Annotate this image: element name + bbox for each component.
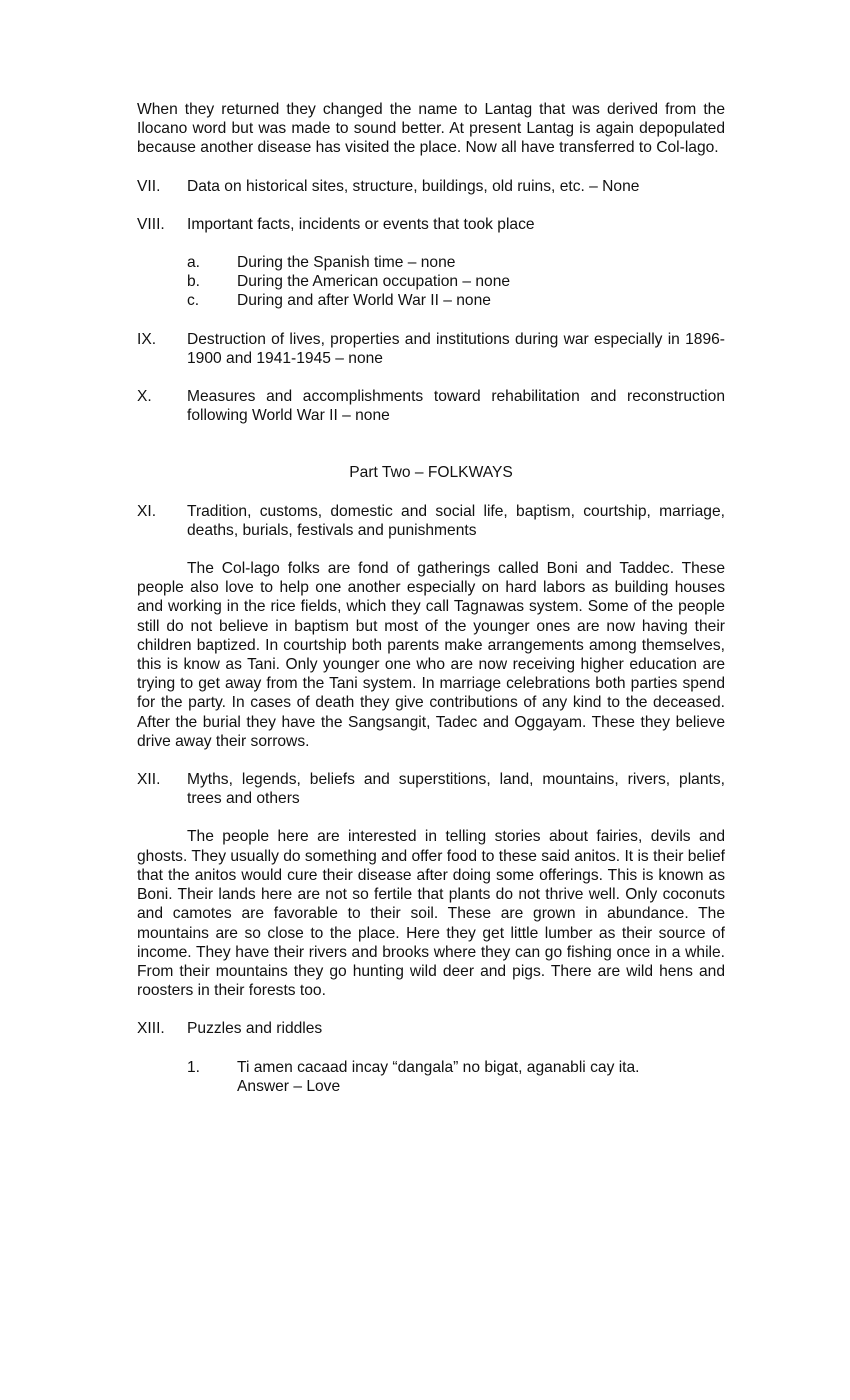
section-number: IX.	[137, 330, 157, 348]
list-item-marker: b.	[187, 273, 201, 291]
list-item-marker: a.	[187, 254, 201, 272]
list-item	[187, 291, 725, 310]
section-xi	[137, 502, 725, 540]
section-number: VIII.	[137, 215, 165, 233]
section-text: Important facts, incidents or events that took place	[187, 215, 535, 233]
section-text: Data on historical sites, structure, buildings, old ruins, etc. – None	[187, 177, 640, 195]
list-item-text: During the American occupation – none	[237, 273, 511, 291]
list-item-marker: c.	[187, 292, 200, 310]
riddle-item	[187, 1058, 725, 1096]
riddle-answer: Answer – Love	[237, 1077, 341, 1095]
list-item	[187, 272, 725, 291]
list-item	[187, 253, 725, 272]
section-xiii	[137, 1019, 725, 1038]
section-text: Tradition, customs, domestic and social life, baptism, courtship, marriage, deaths, burials, festivals and punishments	[187, 502, 725, 539]
section-text: Destruction of lives, properties and institutions during war especially in 1896-1900 and 1941-1945 – none	[187, 330, 725, 367]
section-xii-body: The people here are interested in telling stories about fairies, devils and ghosts. They usually do something and offer food to these said anitos. It is their belief that the anitos would cure their disease after doing some offerings. This is known as Boni. Their lands here are not so fertile that plants do not thrive well. Only coconuts and camotes are favorable to their soil. These are grown in abundance. The mountains are so close to the place. Here they get little lumber as their source of income. They have their rivers and brooks where they can go fishing once in a while. From their mountains they go hunting wild deer and pigs. There are wild hens and roosters in their forests too.	[137, 828, 726, 1000]
section-text: Puzzles and riddles	[187, 1020, 323, 1038]
section-number: X.	[137, 388, 152, 406]
section-number: XIII.	[137, 1020, 165, 1038]
section-text: Myths, legends, beliefs and superstitions, land, mountains, rivers, plants, trees and others	[187, 771, 725, 808]
section-xi-body: The Col-lago folks are fond of gatherings called Boni and Taddec. These people also love to help one another especially on hard labors as building houses and working in the rice fields, which they call Tagnawas system. Some of the people still do not believe in baptism but most of the younger ones are now having their children baptized. In courtship both parents make arrangements among themselves, this is know as Tani. Only younger one who are now receiving higher education are trying to get away from the Tani system. In marriage celebrations both parties spend for the party. In cases of death they give contributions of any kind to the deceased. After the burial they have the Sangsangit, Tadec and Oggayam. These they believe drive away their sorrows.	[137, 560, 725, 750]
part-two-heading: Part Two – FOLKWAYS	[349, 464, 513, 482]
riddle-number: 1.	[187, 1058, 201, 1076]
section-xii	[137, 770, 725, 808]
section-text: Measures and accomplishments toward rehabilitation and reconstruction following World War II – none	[187, 388, 725, 425]
riddle-text: Ti amen cacaad incay “dangala” no bigat, aganabli cay ita.	[237, 1058, 640, 1076]
intro-paragraph: When they returned they changed the name to Lantag that was derived from the Ilocano word but was made to sound better. At present Lantag is again depopulated because another disease has visited the place. Now all have transferred to Col-lago.	[137, 101, 725, 157]
section-number: XII.	[137, 771, 161, 789]
document-page	[137, 100, 725, 1096]
list-item-text: During the Spanish time – none	[237, 254, 456, 272]
section-vii	[137, 177, 725, 196]
section-viii	[137, 215, 725, 234]
section-number: XI.	[137, 502, 157, 520]
riddle-content	[237, 1058, 725, 1096]
section-x	[137, 387, 725, 425]
section-ix	[137, 330, 725, 368]
section-number: VII.	[137, 177, 161, 195]
list-item-text: During and after World War II – none	[237, 292, 491, 310]
